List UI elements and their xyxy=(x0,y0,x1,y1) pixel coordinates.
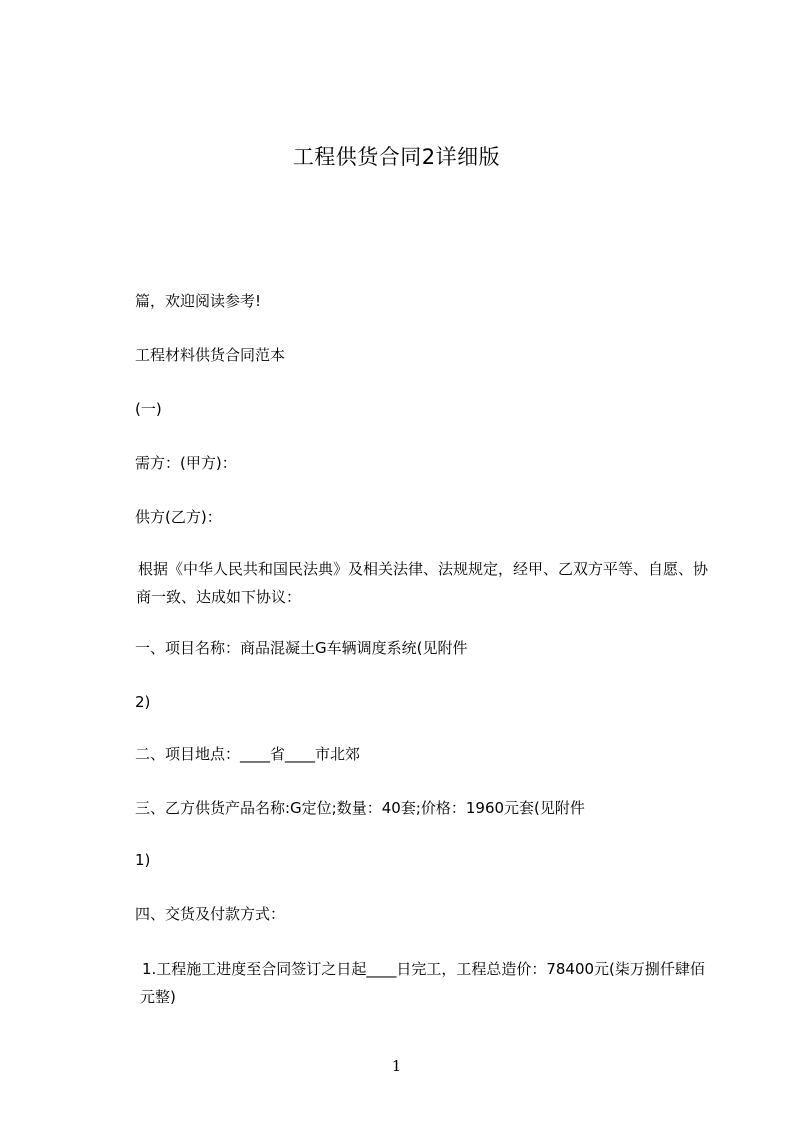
intro-line: 篇，欢迎阅读参考! xyxy=(135,292,262,310)
party-b-line: 供方(乙方)： xyxy=(135,508,222,526)
section-number: (一) xyxy=(135,400,162,418)
clause-products-continued: 1) xyxy=(135,851,151,869)
page-number: 1 xyxy=(391,1057,402,1075)
section-heading: 工程材料供货合同范本 xyxy=(135,346,286,364)
clause-project-location: 二、项目地点：____省____市北郊 xyxy=(135,745,361,763)
clause-project-name-continued: 2) xyxy=(135,693,151,711)
clause-products: 三、乙方供货产品名称:G定位;数量：40套;价格：1960元套(见附件 xyxy=(135,799,585,817)
clause-project-name: 一、项目名称：商品混凝土G车辆调度系统(见附件 xyxy=(135,639,468,657)
clause-delivery-item-1: 1.工程施工进度至合同签订之日起____日完工，工程总造价：78400元(柒万捌仟肆佰元整) xyxy=(140,960,705,1006)
document-title: 工程供货合同2详细版 xyxy=(292,145,501,169)
clause-delivery-payment: 四、交货及付款方式： xyxy=(135,905,286,923)
agreement-preamble: 根据《中华人民共和国民法典》及相关法律、法规规定，经甲、乙双方平等、自愿、协商一致、达成如下协议： xyxy=(136,560,709,606)
party-a-line: 需方：(甲方)： xyxy=(135,454,237,472)
